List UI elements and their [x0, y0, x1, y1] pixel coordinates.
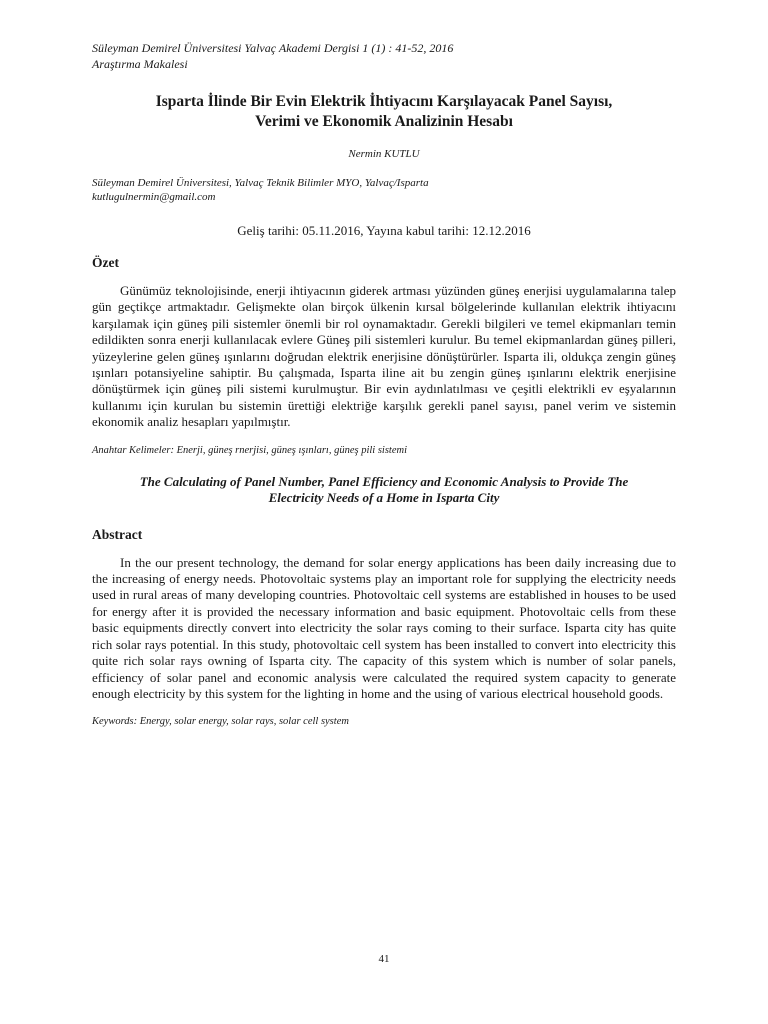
- page-number: 41: [378, 953, 390, 965]
- title-tr-line-1: Isparta İlinde Bir Evin Elektrik İhtiyacını Karşılayacak Panel Sayısı,: [155, 93, 613, 110]
- ozet-text: Günümüz teknolojisinde, enerji ihtiyacının giderek artması yüzünden güneş enerjisi uygulamalarına talep gün geçtikçe artmaktadır. Gelişmekte olan birçok ülkenin kırsal bölgelerinde kullanılan elektrik ihtiyacını karşılamak için güneş pili sistemler önemli bir rol oynamaktadır. Gerekli bilgileri ve temel ekipmanları temin edildikten sonra enerji kullanılacak evlere Güneş pili sistemleri kurulur. Bu temel ekipmanlardan güneş pilleri, yüzeylerine gelen güneş ışınlarını doğrudan elektrik enerjisine dönüştürürler. Isparta ili, oldukça zengin güneş ışınları potansiyeline sahiptir. Bu çalışmada, Isparta iline ait bu zengin güneş ışınlarını elektrik enerjisine dönüştürmek için güneş pili sistemi kurulmuştur. Bir evin aydınlatılması ve çeşitli elektrikli ev eşyalarının kullanımı için kurulan bu sistemin ürettiği elektriğe karşılık gerekli panel sayısı, panel verim ve sistemin ekonomik analiz hesapları yapılmıştır.: [92, 283, 676, 430]
- affiliation-institution: Süleyman Demirel Üniversitesi, Yalvaç Teknik Bilimler MYO, Yalvaç/Isparta: [92, 177, 429, 189]
- article-type: Araştırma Makalesi: [92, 57, 188, 71]
- article-title-en: [92, 474, 676, 507]
- keywords-en: Keywords: Energy, solar energy, solar rays, solar cell system: [92, 716, 349, 728]
- article-title-tr: [92, 92, 676, 132]
- abstract-heading: Abstract: [92, 526, 143, 542]
- journal-citation: Süleyman Demirel Üniversitesi Yalvaç Akademi Dergisi 1 (1) : 41-52, 2016: [92, 41, 454, 55]
- article-page: [92, 40, 676, 727]
- abstract-text: In the our present technology, the demand for solar energy applications has been daily increasing due to the increasing of energy needs. Photovoltaic systems play an important role for supplying the electricity needs used in rural areas of many developing countries. Photovoltaic cell systems are established in houses to be used for energy after it is provided the necessary information and basic equipment. Photovoltaic cells from these basic equipments directly convert into electricity the solar rays coming to their surface. Isparta city has quite rich solar rays potential. In this study, photovoltaic cell system has been installed to convert into electricity this quite rich solar rays owning of Isparta city. The capacity of this system which is number of solar panels, efficiency of solar panel and economic analysis were calculated the required system capacity to generate enough electricity by this system for the lighting in home and the using of various electrical household goods.: [92, 554, 676, 701]
- title-en-line-2: Electricity Needs of a Home in Isparta City: [268, 490, 500, 506]
- anahtar-kelimeler: Anahtar Kelimeler: Enerji, güneş rnerjisi, güneş ışınları, güneş pili sistemi: [92, 444, 407, 456]
- author-email: kutlugulnermin@gmail.com: [92, 191, 216, 203]
- submission-dates: Geliş tarihi: 05.11.2016, Yayına kabul tarihi: 12.12.2016: [237, 223, 531, 238]
- author-name: Nermin KUTLU: [348, 148, 420, 160]
- ozet-heading: Özet: [92, 255, 119, 270]
- title-en-line-1: The Calculating of Panel Number, Panel Efficiency and Economic Analysis to Provide The: [139, 473, 629, 489]
- title-tr-line-2: Verimi ve Ekonomik Analizinin Hesabı: [255, 113, 513, 130]
- affiliation: [92, 176, 676, 204]
